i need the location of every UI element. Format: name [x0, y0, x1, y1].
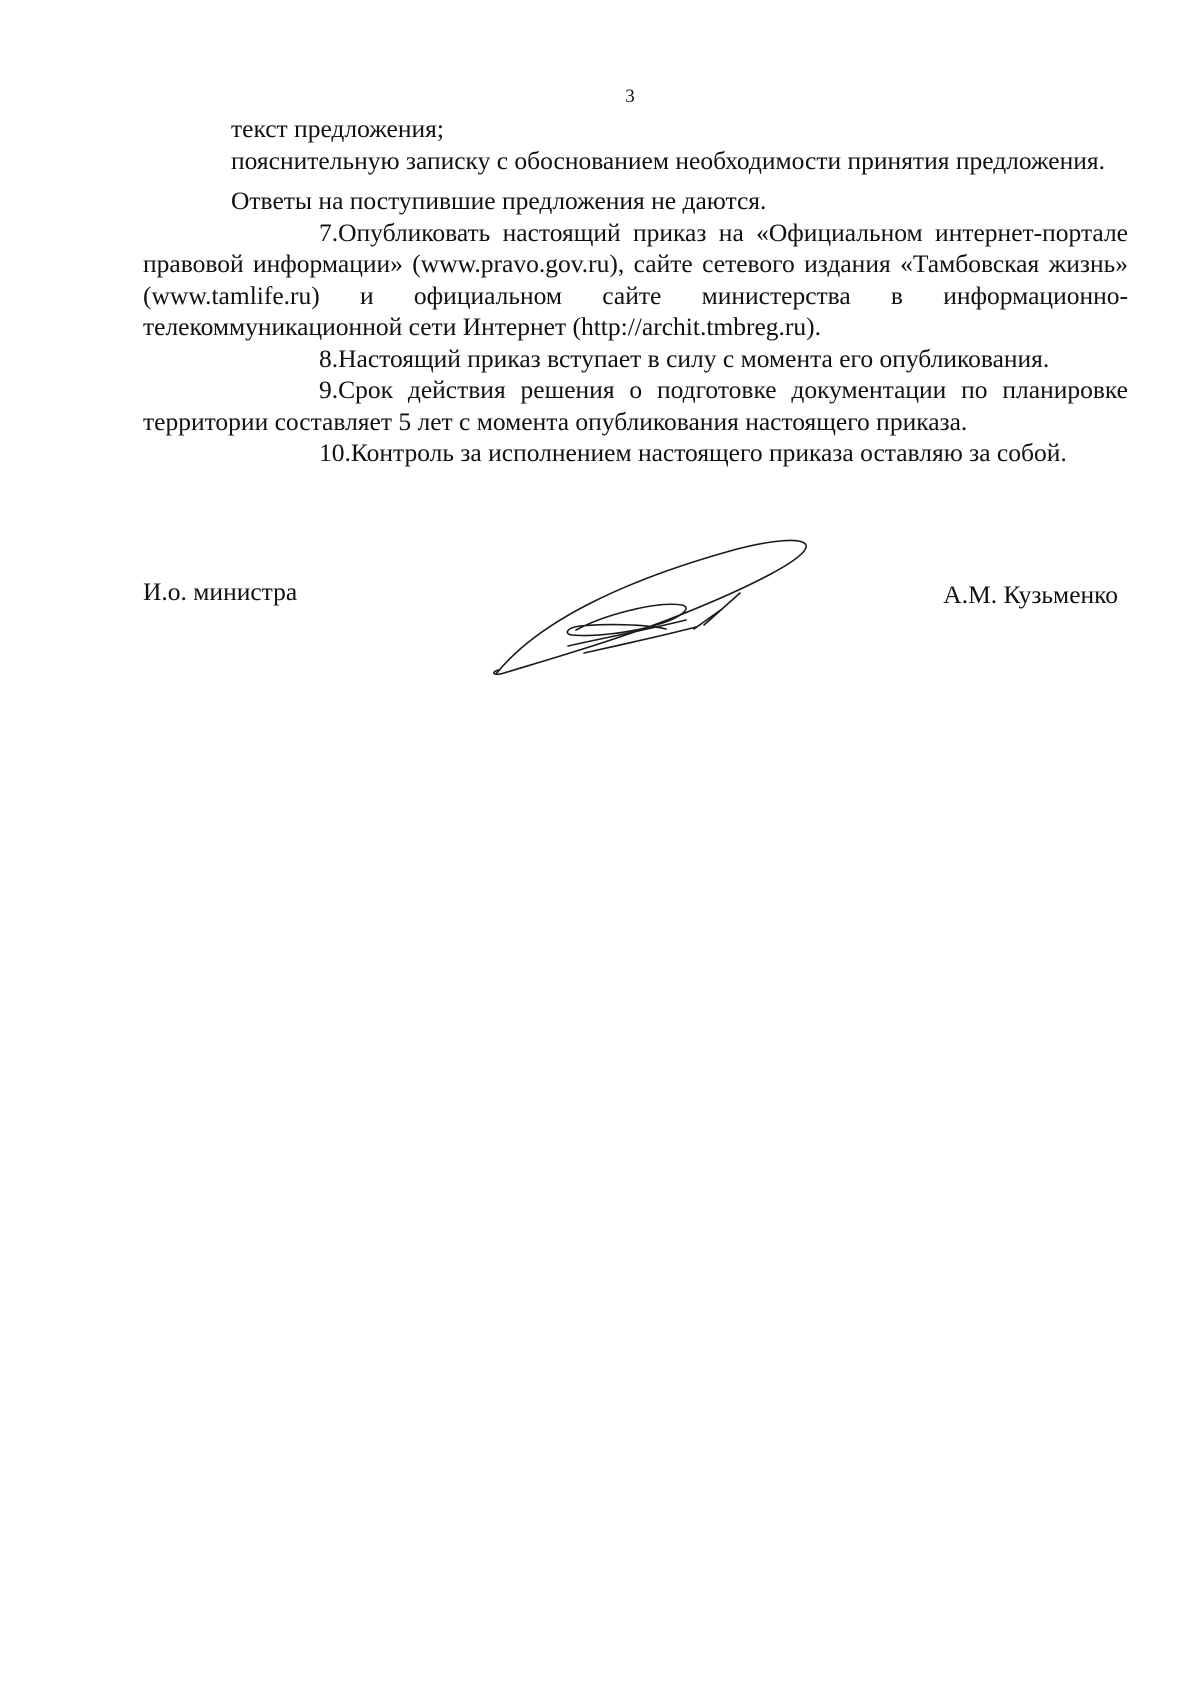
paragraph-no-replies: Ответы на поступившие предложения не даются.: [231, 186, 767, 215]
item-number: 9.: [319, 375, 339, 404]
item-8: [143, 343, 1128, 375]
item-text: Срок действия решения о подготовке документации по планировке территории составляет 5 лет с момента опубликования настоящего приказа.: [143, 375, 1128, 436]
item-number: 8.: [319, 343, 339, 373]
signatory-position: И.о. министра: [143, 577, 298, 606]
item-10: [143, 437, 1128, 469]
handwritten-signature: [480, 535, 820, 685]
item-text: Контроль за исполнением настоящего приказа оставляю за собой.: [350, 438, 1067, 467]
signatory-name: А.М. Кузьменко: [943, 580, 1118, 609]
item-9: [143, 374, 1128, 437]
item-7: [143, 217, 1128, 343]
item-number: 7.: [319, 217, 339, 247]
item-text: Опубликовать настоящий приказ на «Официальном интернет-портале правовой информации» (www.pravo.gov.ru), сайте сетевого издания «Тамбовская жизнь» (www.tamlife.ru) и официальном сайте министерства в информационно-телекоммуникационной сети Интернет (http://archit.tmbreg.ru).: [143, 217, 1128, 341]
item-text: Настоящий приказ вступает в силу с момента его опубликования.: [338, 343, 1050, 373]
paragraph-explanatory-note: пояснительную записку с обоснованием необходимости принятия предложения.: [231, 145, 1106, 175]
item-number: 10.: [319, 438, 351, 467]
page-number: 3: [625, 86, 635, 107]
document-body: [143, 113, 1128, 469]
paragraph-proposal-text: текст предложения;: [231, 114, 444, 143]
